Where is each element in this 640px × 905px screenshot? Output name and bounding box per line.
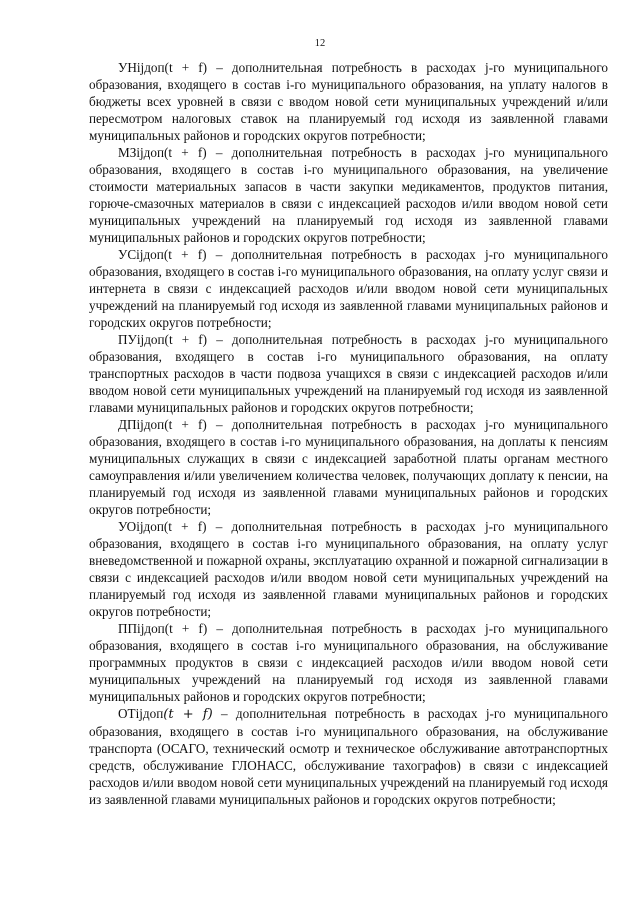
term-prefix: ОТijдоп <box>118 706 164 721</box>
term-definition: – дополнительная потребность в расходах j-го муниципального образования, входящего в состав i-го муниципального образования, на доплаты к пенсиям муниципальных служащих в связи с индексацией заработной платы органам местного самоуправления и/или увеличением количества человек, получающих доплату к пенсии, на планируемый год исходя из заявленной главами муниципальных районов и городских округов потребности; <box>89 417 609 517</box>
term-definition: – дополнительная потребность в расходах j-го муниципального образования, входящего в состав i-го муниципального образования, на оплату транспортных расходов в части подвоза учащихся в связи с индексацией расходов и/или вводом новой сети муниципальных учреждений на планируемый год исходя из заявленной главами муниципальных районов и городских округов потребности; <box>89 332 609 415</box>
document-body <box>89 59 608 808</box>
term-label: УСijдоп(t + f) <box>118 247 207 262</box>
paragraph-ppijdop <box>89 620 608 705</box>
term-label: УНijдоп(t + f) <box>118 60 208 75</box>
term-math: (t + f) <box>163 707 213 722</box>
term-definition: – дополнительная потребность в расходах j-го муниципального образования, входящего в состав i-го муниципального образования, на увеличение стоимости материальных запасов в части закупки медикаментов, продуктов питания, горюче-смазочных материалов в связи с индексацией расходов и/или вводом новой сети муниципальных учреждений на планируемый год исходя из заявленной главами муниципальных районов и городских округов потребности; <box>89 145 608 245</box>
term-label: ПУijдоп(t + f) <box>118 332 208 347</box>
term-label <box>118 706 213 721</box>
paragraph-otijdop <box>89 705 608 808</box>
paragraph-mzijdop <box>89 144 608 246</box>
term-label: УОijдоп(t + f) <box>118 519 207 534</box>
term-label: МЗijдоп(t + f) <box>118 145 207 160</box>
paragraph-unijdop <box>89 59 608 144</box>
term-definition: – дополнительная потребность в расходах j-го муниципального образования, входящего в состав i-го муниципального образования, на обслуживание программных продуктов в связи с индексацией расходов и/или вводом новой сети муниципальных учреждений на планируемый год исходя из заявленной главами муниципальных районов и городских округов потребности; <box>89 621 608 704</box>
paragraph-puijdop <box>89 331 608 416</box>
term-definition: – дополнительная потребность в расходах j-го муниципального образования, входящего в состав i-го муниципального образования, на оплату услуг связи и интернета в связи с индексацией расходов и/или вводом новой сети муниципальных учреждений на планируемый год исходя из заявленной главами муниципальных районов и городских округов потребности; <box>89 247 608 330</box>
paragraph-uoijdop <box>89 518 608 620</box>
page-number: 12 <box>314 38 326 49</box>
term-definition: – дополнительная потребность в расходах j-го муниципального образования, входящего в состав i-го муниципального образования, на уплату налогов в бюджеты всех уровней в связи с вводом новой сети муниципальных учреждений и/или пересмотром налоговых ставок на планируемый год исходя из заявленной главами муниципальных районов и городских округов потребности; <box>89 60 609 143</box>
term-label: ДПijдоп(t + f) <box>118 417 207 432</box>
term-definition: – дополнительная потребность в расходах j-го муниципального образования, входящего в состав i-го муниципального образования, на оплату услуг вневедомственной и пожарной охраны, эксплуатацию охранной и пожарной сигнализации в связи с индексацией расходов и/или вводом новой сети муниципальных учреждений на планируемый год исходя из заявленной главами муниципальных районов и городских округов потребности; <box>89 519 608 619</box>
term-definition: – дополнительная потребность в расходах j-го муниципального образования, входящего в состав i-го муниципального образования, на обслуживание транспорта (ОСАГО, технический осмотр и техническое обслуживание автотранспортных средств, обслуживание ГЛОНАСС, обслуживание тахографов) в связи с индексацией расходов и/или вводом новой сети муниципальных учреждений на планируемый год исходя из заявленной главами муниципальных районов и городских округов потребности; <box>89 706 608 807</box>
term-label: ППijдоп(t + f) <box>118 621 208 636</box>
paragraph-usijdop <box>89 246 608 331</box>
paragraph-dpijdop <box>89 416 608 518</box>
